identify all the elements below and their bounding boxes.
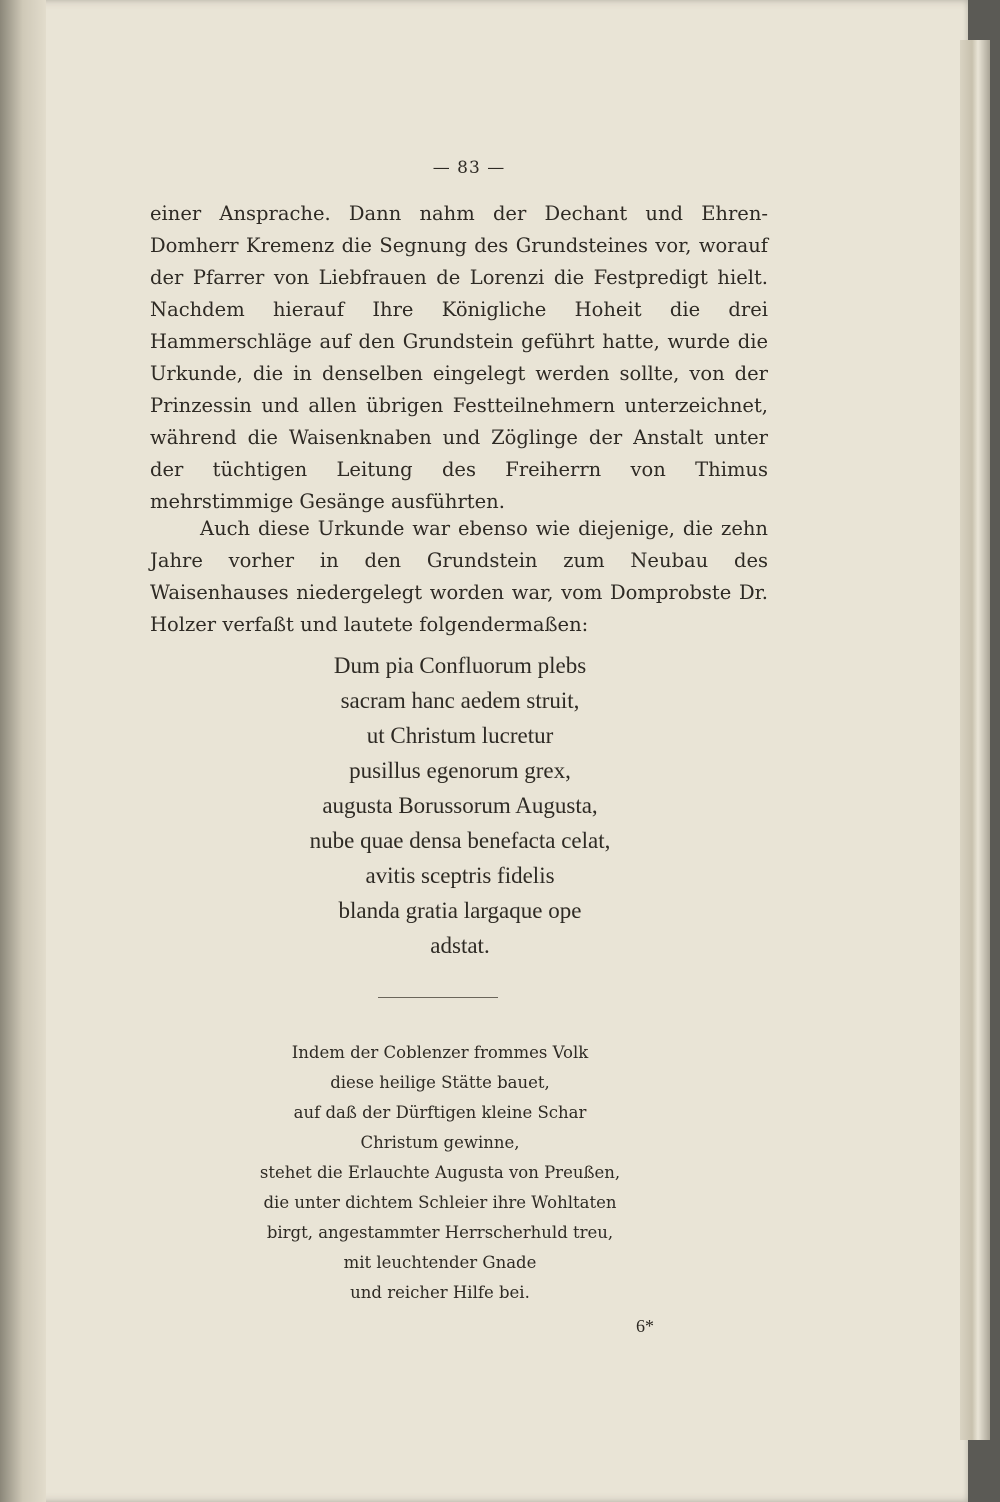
german-translation	[220, 1038, 660, 1308]
latin-line: pusillus egenorum grex,	[349, 758, 571, 783]
divider-rule	[378, 997, 498, 998]
latin-inscription	[200, 648, 720, 963]
latin-line: sacram hanc aedem struit,	[340, 688, 580, 713]
latin-line: adstat.	[430, 933, 490, 958]
latin-line: augusta Borussorum Augusta,	[322, 793, 598, 818]
signature-mark: 6*	[636, 1316, 654, 1336]
paragraph-1-text: einer Ansprache. Dann nahm der Dechant und Ehren-Domherr Kremenz die Segnung des Grundsteines vor, worauf der Pfarrer von Liebfrauen de Lorenzi die Festpredigt hielt. Nachdem hierauf Ihre Königliche Hoheit die drei Hammerschläge auf den Grundstein geführt hatte, wurde die Urkunde, die in denselben eingelegt werden sollte, von der Prinzessin und allen übrigen Festteilnehmern unterzeichnet, während die Waisenknaben und Zöglinge der Anstalt unter der tüchtigen Leitung des Freiherrn von Thimus mehrstimmige Gesänge ausführten.	[150, 202, 768, 513]
german-line: birgt, angestammter Herrscherhuld treu,	[266, 1223, 614, 1242]
german-line: mit leuchtender Gnade	[343, 1253, 537, 1272]
german-line: die unter dichtem Schleier ihre Wohltaten	[263, 1193, 617, 1212]
latin-line: nube quae densa benefacta celat,	[309, 828, 611, 853]
latin-line: ut Christum lucretur	[366, 723, 554, 748]
german-line: diese heilige Stätte bauet,	[330, 1073, 550, 1092]
paragraph-2-text: Auch diese Urkunde war ebenso wie diejenige, die zehn Jahre vorher in den Grundstein zum Neubau des Waisenhauses niedergelegt worden war, vom Domprobste Dr. Holzer verfaßt und lautete folgendermaßen:	[150, 517, 768, 636]
german-line: und reicher Hilfe bei.	[350, 1283, 530, 1302]
page-edge	[960, 40, 990, 1440]
page-gutter	[0, 0, 46, 1502]
latin-line: Dum pia Confluorum plebs	[333, 653, 587, 678]
latin-line: blanda gratia largaque ope	[338, 898, 582, 923]
paragraph-1	[150, 198, 768, 518]
german-line: auf daß der Dürftigen kleine Schar	[293, 1103, 587, 1122]
paragraph-2	[150, 513, 768, 641]
german-line: Christum gewinne,	[360, 1133, 520, 1152]
german-line: Indem der Coblenzer frommes Volk	[291, 1043, 589, 1062]
page-number: — 83 —	[432, 158, 506, 178]
latin-line: avitis sceptris fidelis	[365, 863, 555, 888]
german-line: stehet die Erlauchte Augusta von Preußen,	[259, 1163, 621, 1182]
